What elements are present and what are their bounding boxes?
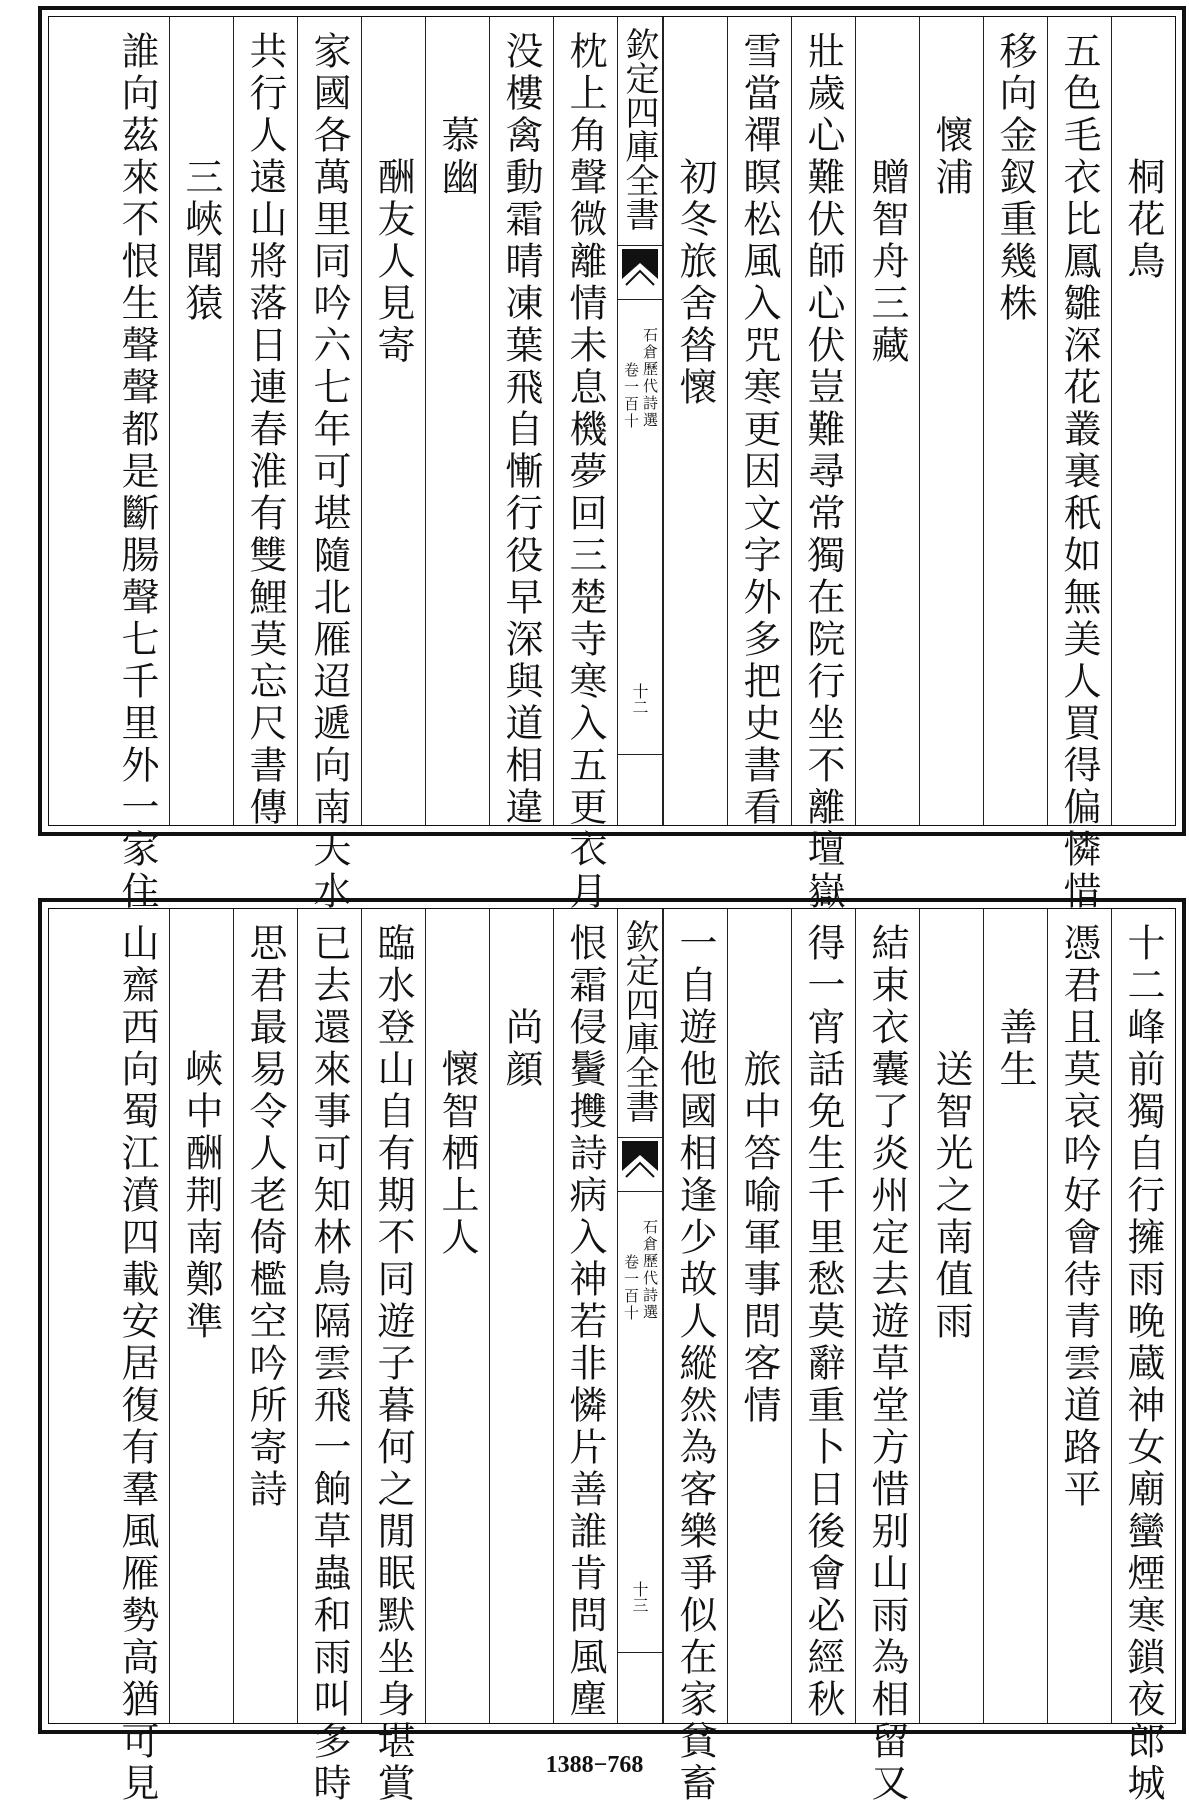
text-column [105,17,169,913]
gutter-divider [618,1652,662,1653]
text-column [297,909,361,1805]
poem-heading: 懷智栖上人 [435,1049,479,1259]
poem-line: 共行人遠山將落日連春淮有雙鯉莫忘尺書傳 [243,31,287,829]
poem-line: 枕上角聲微離情未息機夢回三楚寺寒入五更衣月 [563,31,607,913]
text-column [983,17,1047,825]
library-title: 欽定四庫全書 [619,27,659,231]
poem-line: 雪當禪瞑松風入咒寒更因文字外多把史書看 [737,31,781,829]
text-column [169,909,233,1723]
gutter-divider [618,1137,662,1138]
poem-line: 恨霜侵鬢㩳詩病入神若非憐片善誰肯問風塵 [563,923,607,1721]
text-column [553,17,617,913]
poem-heading: 慕幽 [435,115,479,199]
poem-line: 山齋西向蜀江濆四載安居復有羣風雁勢高猶可見 [115,923,159,1805]
poem-line: 誰向茲來不恨生聲聲都是斷腸聲七千里外一家住 [115,31,159,913]
text-column [663,909,727,1805]
volume-label: 卷一百十 [622,362,640,430]
footer-code: 1388−768 [545,1752,644,1778]
poem-line: 已去還來事可知林鳥隔雲飛一餉草蟲和雨叫多時 [307,923,351,1805]
book-page-1 [38,6,1186,913]
fish-tail-mark-icon [622,1141,658,1185]
text-column [169,17,233,825]
text-column [663,17,727,825]
volume-label: 卷一百十 [622,1254,640,1322]
text-column [791,909,855,1723]
page-gutter [617,17,663,825]
poem-line: 移向金釵重幾株 [993,31,1037,325]
source-title: 石倉歷代詩選 [641,1219,659,1321]
text-column [855,909,919,1805]
library-title: 欽定四庫全書 [619,919,659,1123]
text-column [361,17,425,825]
text-column [727,17,791,829]
page-1-inner-frame [48,16,1176,913]
poem-line: 臨水登山自有期不同遊子暮何之閒眠默坐身堪賞 [371,923,415,1805]
poem-line: 得一宵話免生千里愁莫辭重卜日後會必經秋 [801,923,845,1721]
poem-line: 壯歲心難伏師心伏豈難尋常獨在院行坐不離壇嶽 [801,31,845,913]
text-column [1047,17,1111,913]
poem-heading: 送智光之南值雨 [929,1049,973,1343]
text-column [105,909,169,1805]
fish-tail-mark-icon [622,249,658,293]
text-column [983,909,1047,1723]
poem-line: 思君最易令人老倚檻空吟所寄詩 [243,923,287,1511]
poem-line: 一自遊他國相逢少故人縱然為客樂爭似在家貧畜 [673,923,717,1805]
gutter-divider [618,299,662,300]
page-number: 十二 [630,683,649,715]
poem-heading: 桐花鳥 [1121,157,1165,283]
text-column [233,17,297,829]
poem-heading: 峽中酬荆南鄭準 [179,1049,223,1343]
poem-heading: 懷浦 [929,115,973,199]
poem-heading: 善生 [993,1007,1037,1091]
text-column [425,909,489,1723]
poem-line: 没樓禽動霜晴凍葉飛自慚行役早深與道相違 [499,31,543,829]
text-column [1111,17,1175,825]
poem-line: 結束衣囊了炎州定去遊草堂方惜别山雨為相留又 [865,923,909,1805]
text-column [489,17,553,829]
text-column [1047,909,1111,1723]
text-column [489,909,553,1723]
source-title: 石倉歷代詩選 [641,327,659,429]
poem-heading: 三峽聞猿 [179,157,223,325]
poem-line: 五色毛衣比鳳雛深花叢裏秖如無美人買得偏憐惜 [1057,31,1101,913]
gutter-divider [618,754,662,755]
poem-heading: 尚顔 [499,1007,543,1091]
poem-line: 憑君且莫哀吟好會待青雲道路平 [1057,923,1101,1511]
text-column [919,17,983,825]
text-column [791,17,855,913]
page-gutter [617,909,663,1723]
gutter-divider [618,1191,662,1192]
text-column [425,17,489,825]
text-column [727,909,791,1723]
poem-heading: 初冬旅舍㫺懷 [673,157,717,409]
text-column [233,909,297,1723]
text-column [1111,909,1175,1805]
text-column [553,909,617,1723]
text-column [919,909,983,1723]
gutter-divider [618,245,662,246]
page-number: 十三 [630,1581,649,1613]
poem-heading: 酬友人見寄 [371,157,415,367]
poem-line: 十二峰前獨自行擁雨晚蔵神女廟蠻煙寒鎖夜郎城 [1121,923,1165,1805]
text-column [297,17,361,913]
text-column [855,17,919,825]
poem-line: 家國各萬里同吟六七年可堪隨北雁迢遞向南天水 [307,31,351,913]
text-column [361,909,425,1805]
poem-heading: 旅中答喻軍事問客情 [737,1049,781,1427]
poem-heading: 贈智舟三藏 [865,157,909,367]
